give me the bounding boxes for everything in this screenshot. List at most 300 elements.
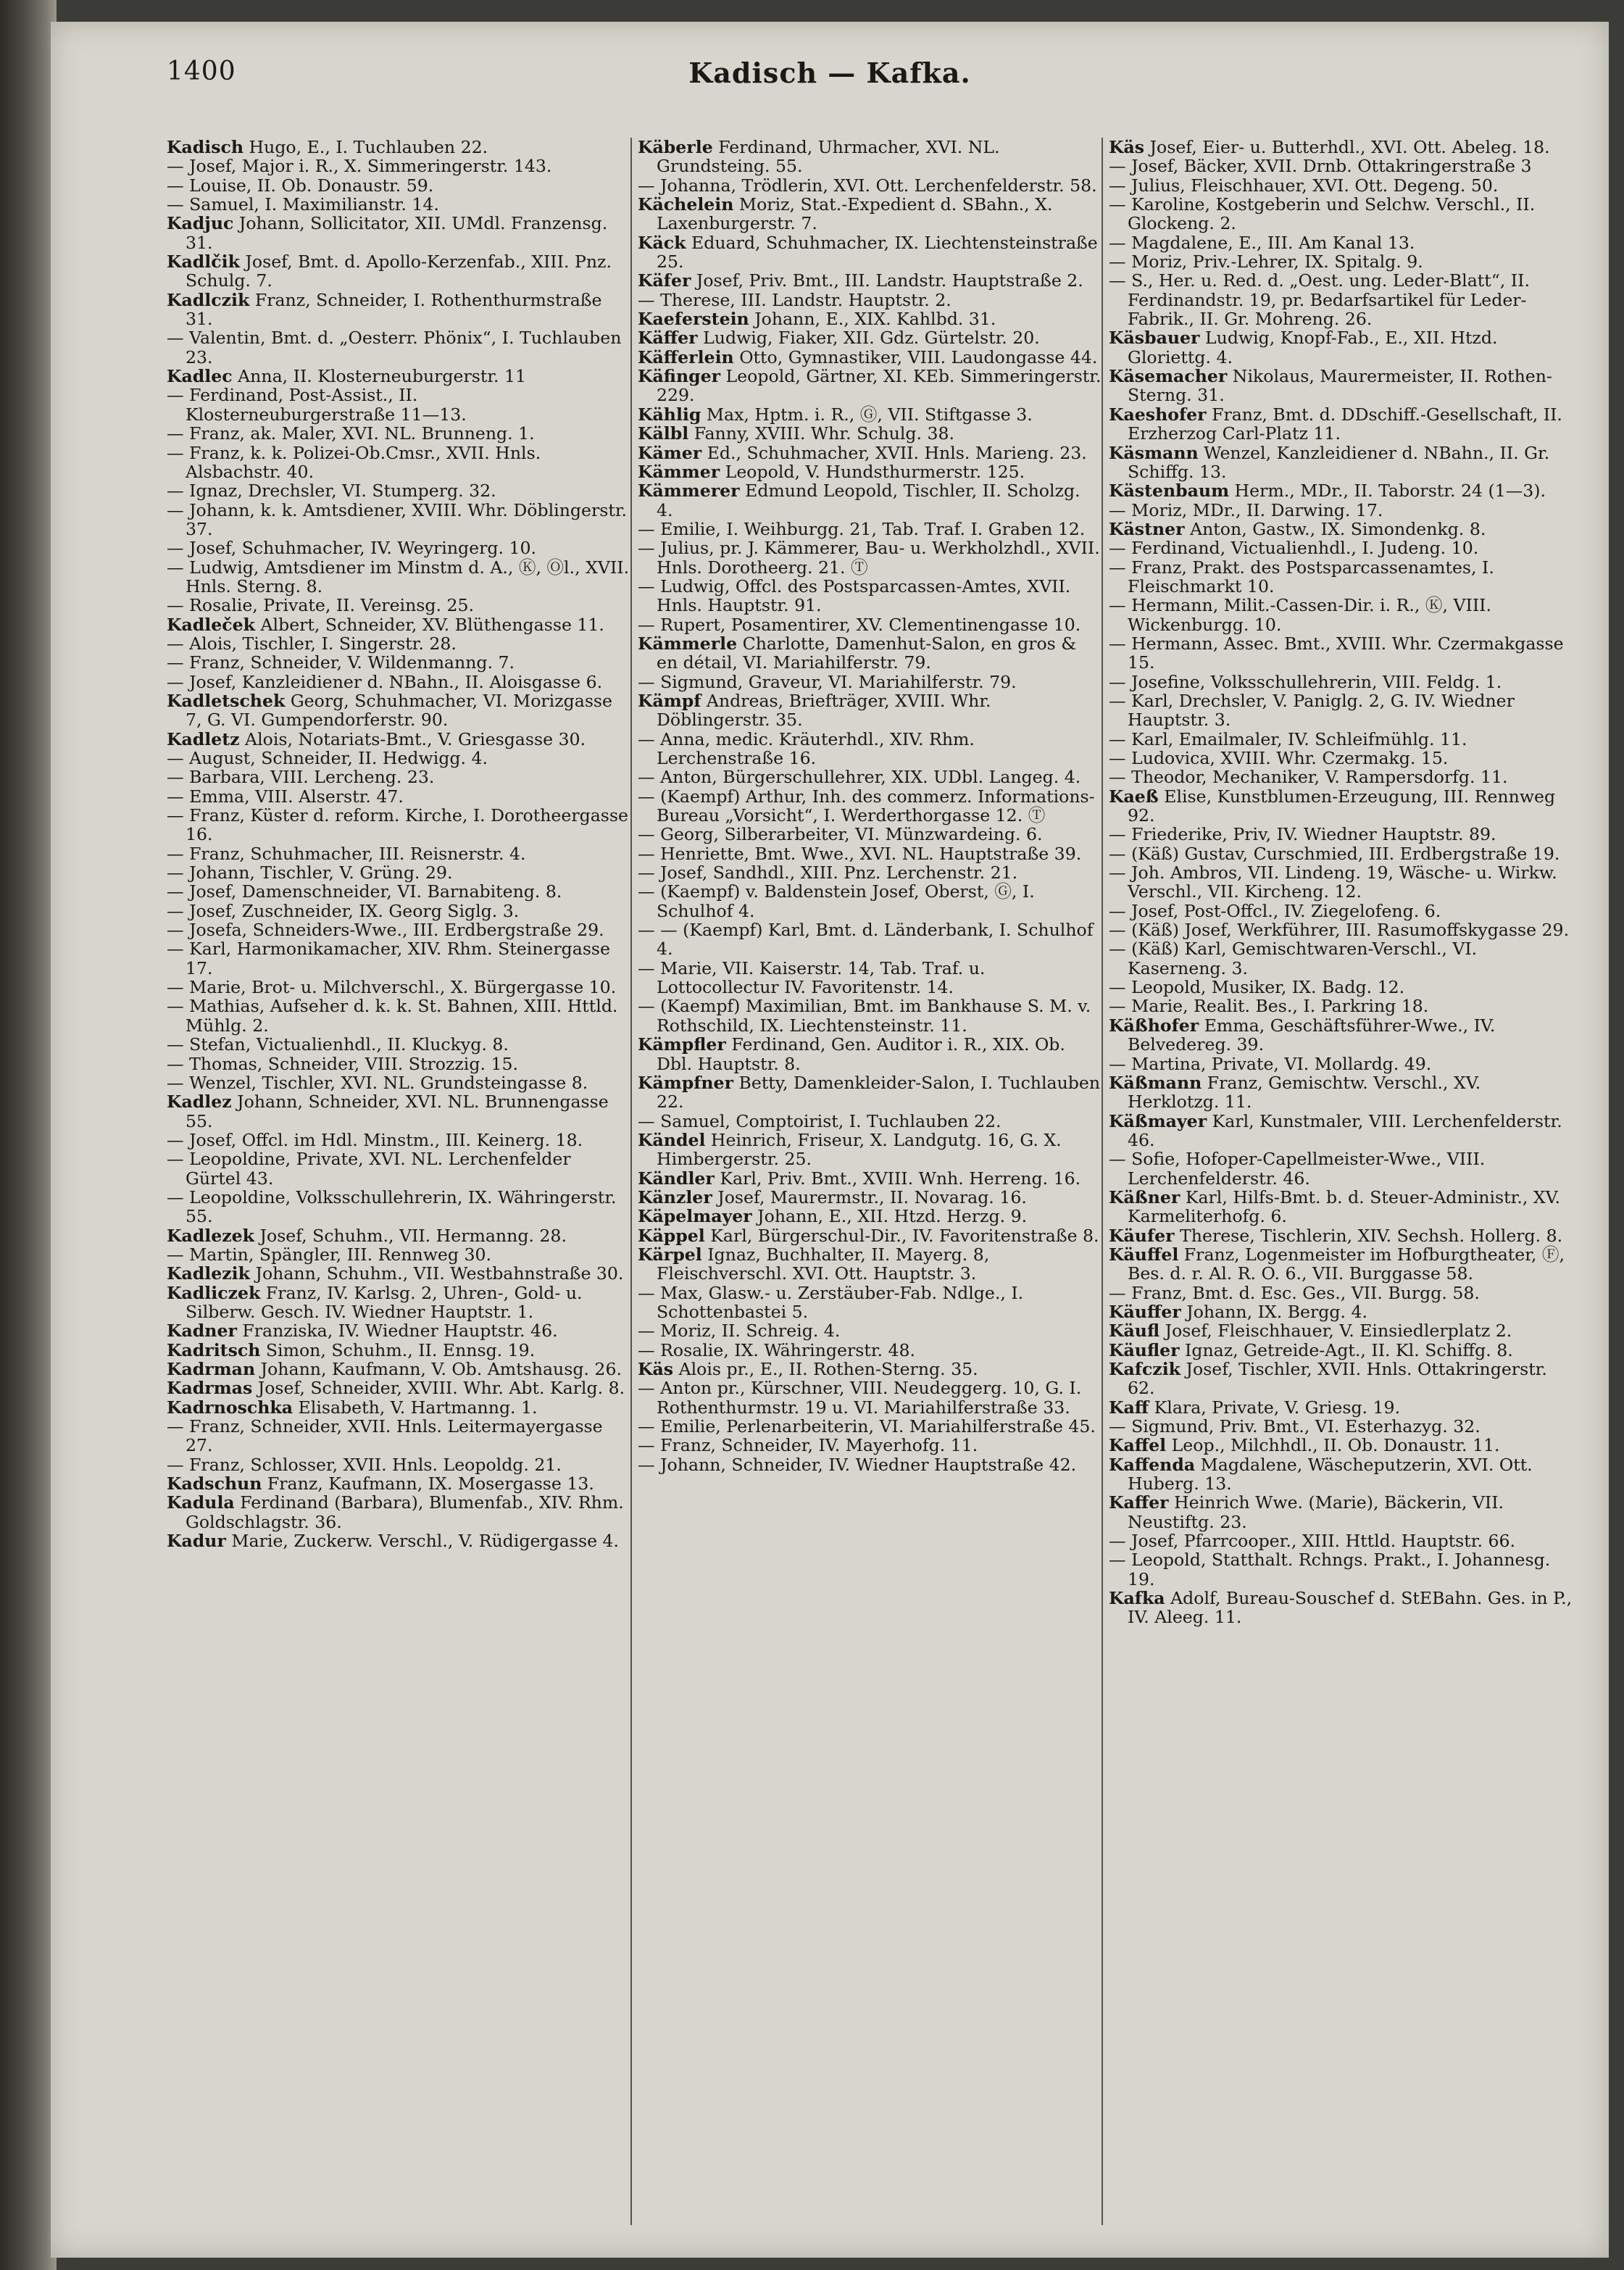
directory-entry	[1109, 1321, 1573, 1340]
directory-entry	[167, 176, 630, 195]
directory-entry	[1109, 787, 1573, 826]
directory-entry	[1109, 997, 1573, 1015]
directory-entry	[167, 863, 630, 882]
directory-entry	[1109, 596, 1573, 634]
entry-details: — Max, Glasw.- u. Zerstäuber-Fab. Ndlge., I. Schottenbastei 5.	[638, 1282, 1024, 1322]
entry-details: Franz, Bmt. d. DDschiff.-Gesellschaft, II. Erzherzog Carl-Platz 11.	[1128, 404, 1562, 444]
directory-entry	[1109, 825, 1573, 844]
directory-entry	[638, 1188, 1102, 1207]
entry-surname: Kadisch	[167, 138, 244, 157]
directory-entry	[167, 920, 630, 939]
entry-surname: Kämpf	[638, 690, 701, 711]
directory-entry	[1109, 233, 1573, 252]
directory-entry	[167, 291, 630, 329]
entry-details: — Franz, Schneider, IV. Mayerhofg. 11.	[638, 1435, 978, 1456]
entry-details: Ludwig, Knopf-Fab., E., XII. Htzd. Gloriettg. 4.	[1128, 328, 1498, 367]
directory-entry	[167, 1035, 630, 1054]
directory-entry	[167, 978, 630, 997]
entry-details: — Martin, Spängler, III. Rennweg 30.	[167, 1244, 492, 1265]
directory-entry	[1109, 367, 1573, 405]
entry-details: Marie, Zuckerw. Verschl., V. Rüdigergasse 4.	[225, 1531, 620, 1552]
directory-entry	[1109, 1245, 1573, 1284]
directory-entry	[638, 1321, 1102, 1340]
directory-entry	[167, 1321, 630, 1340]
entry-details: — Franz, Schneider, XVII. Hnls. Leitermayergasse 27.	[167, 1416, 603, 1456]
entry-surname: Kaeshofer	[1109, 404, 1207, 425]
entry-details: — Josef, Pfarrcooper., XIII. Httld. Hauptstr. 66.	[1109, 1531, 1515, 1552]
entry-details: Josef, Fleischhauer, V. Einsiedlerplatz 2.	[1159, 1321, 1512, 1342]
directory-entry	[638, 787, 1102, 826]
entry-details: Nikolaus, Maurermeister, II. Rothen-Sterng. 31.	[1128, 366, 1552, 406]
entry-details: — Johann, k. k. Amtsdiener, XVIII. Whr. Döblingerstr. 37.	[167, 499, 628, 539]
entry-details: — Franz, Schlosser, XVII. Hnls. Leopoldg. 21.	[167, 1454, 562, 1475]
entry-surname: Kämpfner	[638, 1072, 734, 1093]
entry-surname: Kändler	[638, 1168, 715, 1189]
entry-details: — Sigmund, Priv. Bmt., VI. Esterhazyg. 32.	[1109, 1416, 1481, 1437]
directory-entry	[1109, 520, 1573, 539]
directory-entry	[1109, 405, 1573, 444]
directory-entry	[638, 1360, 1102, 1379]
directory-entry	[638, 1169, 1102, 1188]
directory-entry	[638, 615, 1102, 634]
directory-entry	[638, 844, 1102, 863]
entry-details: Ignaz, Buchhalter, II. Mayerg. 8, Fleischverschl. XVI. Ott. Hauptstr. 3.	[657, 1244, 990, 1284]
entry-details: — Marie, Brot- u. Milchverschl., X. Bürgergasse 10.	[167, 977, 617, 998]
directory-entry	[638, 825, 1102, 844]
entry-details: Charlotte, Damenhut-Salon, en gros & en détail, VI. Mariahilferstr. 79.	[657, 633, 1077, 673]
entry-details: Karl, Priv. Bmt., XVIII. Wnh. Herreng. 16.	[714, 1168, 1081, 1189]
running-title: Kadisch — Kafka.	[688, 57, 971, 89]
directory-entry	[1109, 768, 1573, 786]
directory-entry	[167, 138, 630, 157]
entry-details: Josef, Tischler, XVII. Hnls. Ottakringerstr. 62.	[1128, 1359, 1547, 1399]
directory-entry	[167, 691, 630, 730]
entry-surname: Käck	[638, 232, 686, 253]
directory-entry	[638, 1436, 1102, 1455]
entry-surname: Kadrnoschka	[167, 1397, 293, 1418]
entry-surname: Kaff	[1109, 1397, 1149, 1418]
entry-details: — Josef, Zuschneider, IX. Georg Siglg. 3.	[167, 900, 520, 921]
directory-entry	[638, 195, 1102, 233]
entry-details: — Julius, pr. J. Kämmerer, Bau- u. Werkholzhdl., XVII. Hnls. Dorotheerg. 21. Ⓣ	[638, 538, 1100, 578]
entry-details: — Martina, Private, VI. Mollardg. 49.	[1109, 1053, 1432, 1074]
directory-entry	[1109, 749, 1573, 768]
directory-entry	[638, 1226, 1102, 1245]
entry-details: Andreas, Briefträger, XVIII. Whr. Döblingerstr. 35.	[657, 690, 991, 731]
entry-details: Leop., Milchhdl., II. Ob. Donaustr. 11.	[1166, 1435, 1500, 1456]
directory-entry	[167, 195, 630, 214]
entry-surname: Kadner	[167, 1321, 237, 1342]
directory-entry	[167, 997, 630, 1035]
directory-entry	[638, 176, 1102, 195]
entry-details: — Josef, Bäcker, XVII. Drnb. Ottakringerstraße 3	[1109, 156, 1532, 177]
directory-entry	[1109, 1073, 1573, 1112]
directory-entry	[167, 157, 630, 175]
entry-details: — S., Her. u. Red. d. „Oest. ung. Leder-Blatt“, II. Ferdinandstr. 19, pr. Bedarfsartikel für Leder-Fabrik., II. Gr. Mohreng. 26.	[1109, 270, 1530, 330]
entry-details: — (Kaempf) Maximilian, Bmt. im Bankhause S. M. v. Rothschild, IX. Liechtensteinstr. 11.	[638, 996, 1091, 1036]
entry-surname: Käfferlein	[638, 346, 734, 367]
directory-entry	[1109, 1455, 1573, 1494]
entry-details: — Sigmund, Graveur, VI. Mariahilferstr. 79.	[638, 671, 1017, 692]
entry-details: — Johann, Schneider, IV. Wiedner Hauptstraße 42.	[638, 1454, 1077, 1475]
entry-surname: Käuffel	[1109, 1244, 1179, 1265]
directory-entry	[167, 653, 630, 672]
directory-entry	[638, 1284, 1102, 1322]
directory-entry	[638, 997, 1102, 1035]
entry-details: Franz, Kaufmann, IX. Mosergasse 13.	[262, 1473, 594, 1494]
directory-entry	[167, 1226, 630, 1245]
entry-details: — Josef, Damenschneider, VI. Barnabiteng. 8.	[167, 881, 562, 902]
directory-entry	[638, 1245, 1102, 1284]
entry-details: — Franz, Küster d. reform. Kirche, I. Dorotheergasse 16.	[167, 805, 628, 845]
entry-details: Karl, Bürgerschul-Dir., IV. Favoritenstraße 8.	[704, 1225, 1099, 1246]
entry-surname: Kadliczek	[167, 1282, 261, 1303]
entry-details: Johann, IX. Bergg. 4.	[1180, 1301, 1367, 1322]
directory-entry	[638, 959, 1102, 997]
entry-surname: Käfer	[638, 270, 691, 291]
directory-entry	[638, 768, 1102, 786]
entry-details: — Henriette, Bmt. Wwe., XVI. NL. Hauptstraße 39.	[638, 843, 1082, 864]
entry-details: Albert, Schneider, XV. Blüthengasse 11.	[255, 614, 604, 635]
entry-details: — Rupert, Posamentirer, XV. Clementinengasse 10.	[638, 614, 1081, 635]
entry-details: Josef, Eier- u. Butterhdl., XVI. Ott. Abeleg. 18.	[1144, 138, 1550, 157]
entry-details: Ferdinand, Gen. Auditor i. R., XIX. Ob. Dbl. Hauptstr. 8.	[657, 1034, 1065, 1074]
directory-entry	[1109, 1226, 1573, 1245]
directory-entry	[1109, 691, 1573, 730]
entry-surname: Kämpfler	[638, 1034, 726, 1055]
directory-entry	[1109, 444, 1573, 482]
entry-surname: Kämmerer	[638, 481, 740, 502]
directory-entry	[1109, 1589, 1573, 1627]
directory-entry	[638, 1417, 1102, 1436]
entry-details: — (Käß) Gustav, Curschmied, III. Erdbergstraße 19.	[1109, 843, 1560, 864]
directory-entry	[1109, 1302, 1573, 1321]
directory-entry	[167, 749, 630, 768]
entry-surname: Kaeferstein	[638, 309, 749, 330]
entry-details: — Karl, Drechsler, V. Paniglg. 2, G. IV. Wiedner Hauptstr. 3.	[1109, 690, 1515, 731]
entry-surname: Kadlec	[167, 366, 233, 387]
entry-details: — Franz, k. k. Polizei-Ob.Cmsr., XVII. Hnls. Alsbachstr. 40.	[167, 442, 541, 482]
entry-details: Josef, Priv. Bmt., III. Landstr. Hauptstraße 2.	[691, 270, 1083, 291]
entry-details: Johann, Kaufmann, V. Ob. Amtshausg. 26.	[255, 1359, 622, 1379]
entry-details: Magdalene, Wäscheputzerin, XVI. Ott. Huberg. 13.	[1128, 1454, 1533, 1494]
entry-surname: Känzler	[638, 1186, 712, 1207]
entry-details: — Hermann, Milit.-Cassen-Dir. i. R., Ⓚ, VIII. Wickenburgg. 10.	[1109, 595, 1492, 635]
directory-entry	[1109, 252, 1573, 271]
entry-details: — Josef, Post-Offcl., IV. Ziegelofeng. 6.	[1109, 900, 1441, 921]
entry-details: Josef, Bmt. d. Apollo-Kerzenfab., XIII. Pnz. Schulg. 7.	[186, 251, 612, 291]
directory-entry	[1109, 481, 1573, 500]
entry-surname: Kärpel	[638, 1244, 702, 1265]
directory-entry	[638, 920, 1102, 959]
entry-details: — Josefa, Schneiders-Wwe., III. Erdbergstraße 29.	[167, 920, 604, 941]
entry-details: — Julius, Fleischhauer, XVI. Ott. Degeng. 50.	[1109, 175, 1499, 196]
entry-details: — Valentin, Bmt. d. „Oesterr. Phönix“, I. Tuchlauben 23.	[167, 328, 622, 367]
entry-details: — Stefan, Victualienhdl., II. Kluckyg. 8.	[167, 1034, 509, 1055]
column-divider	[630, 138, 632, 2225]
directory-entry	[1109, 1436, 1573, 1455]
entry-details: — Karl, Emailmaler, IV. Schleifmühlg. 11.	[1109, 728, 1467, 749]
entry-details: — Joh. Ambros, VII. Lindeng. 19, Wäsche- u. Wirkw. Verschl., VII. Kircheng. 12.	[1109, 862, 1557, 902]
directory-entry	[638, 1131, 1102, 1169]
entry-details: — Georg, Silberarbeiter, VI. Münzwardeing. 6.	[638, 824, 1043, 845]
entry-details: Klara, Private, V. Griesg. 19.	[1149, 1397, 1401, 1418]
entry-details: — Ludwig, Offcl. des Postsparcassen-Amtes, XVII. Hnls. Hauptstr. 91.	[638, 575, 1071, 616]
directory-entry	[1109, 558, 1573, 596]
directory-entry	[1109, 1360, 1573, 1398]
directory-entry	[638, 1112, 1102, 1131]
entry-details: Elisabeth, V. Hartmanng. 1.	[293, 1397, 538, 1418]
entry-surname: Kadrman	[167, 1359, 256, 1379]
directory-entry	[638, 1207, 1102, 1226]
entry-surname: Käßmann	[1109, 1072, 1202, 1093]
directory-entry	[638, 309, 1102, 328]
entry-details: — Thomas, Schneider, VIII. Strozzig. 15.	[167, 1053, 518, 1074]
entry-surname: Kadletschek	[167, 690, 286, 711]
entry-details: Heinrich Wwe. (Marie), Bäckerin, VII. Neustiftg. 23.	[1128, 1492, 1504, 1532]
entry-details: Johann, E., XII. Htzd. Herzg. 9.	[751, 1206, 1028, 1227]
directory-entry	[167, 1073, 630, 1092]
entry-details: Franz, Schneider, I. Rothenthurmstraße 31.	[186, 289, 602, 330]
entry-surname: Kälbl	[638, 423, 689, 444]
entry-details: — Ludovica, XVIII. Whr. Czermakg. 15.	[1109, 748, 1449, 768]
directory-entry	[167, 634, 630, 653]
entry-details: — Emma, VIII. Alserstr. 47.	[167, 786, 404, 807]
entry-surname: Käsbauer	[1109, 328, 1200, 349]
directory-entry	[167, 501, 630, 539]
entry-details: — Karoline, Kostgeberin und Selchw. Verschl., II. Glockeng. 2.	[1109, 194, 1536, 234]
entry-surname: Käßmayer	[1109, 1110, 1207, 1131]
entry-details: — Louise, II. Ob. Donaustr. 59.	[167, 175, 434, 196]
directory-entry	[638, 348, 1102, 367]
directory-entry	[167, 1493, 630, 1531]
entry-surname: Kadlez	[167, 1092, 232, 1113]
directory-entry	[167, 252, 630, 291]
entry-surname: Käberle	[638, 138, 713, 157]
entry-details: — Moriz, Priv.-Lehrer, IX. Spitalg. 9.	[1109, 251, 1423, 273]
entry-surname: Käs	[1109, 138, 1145, 157]
directory-entry	[638, 673, 1102, 691]
directory-entry	[1109, 673, 1573, 691]
entry-surname: Kadlčik	[167, 251, 240, 273]
entry-surname: Käßhofer	[1109, 1015, 1199, 1036]
entry-details: Karl, Hilfs-Bmt. b. d. Steuer-Administr., XV. Karmeliterhofg. 6.	[1128, 1186, 1561, 1227]
entry-details: Ludwig, Fiaker, XII. Gdz. Gürtelstr. 20.	[697, 328, 1040, 349]
directory-entry	[638, 271, 1102, 290]
entry-details: — Josefine, Volksschullehrerin, VIII. Feldg. 1.	[1109, 671, 1502, 692]
directory-entry	[638, 462, 1102, 481]
entry-surname: Kadjuc	[167, 213, 234, 234]
directory-entry	[167, 1131, 630, 1149]
directory-entry	[1109, 920, 1573, 939]
directory-entry	[167, 539, 630, 557]
entry-details: — Leopold, Musiker, IX. Badg. 12.	[1109, 977, 1405, 998]
directory-entry	[167, 214, 630, 252]
entry-details: — Sofie, Hofoper-Capellmeister-Wwe., VIII. Lerchenfelderstr. 46.	[1109, 1149, 1486, 1189]
directory-entry	[638, 291, 1102, 309]
directory-entry	[1109, 902, 1573, 920]
directory-entry	[638, 1073, 1102, 1112]
directory-entry	[167, 882, 630, 901]
entry-surname: Kafczik	[1109, 1359, 1181, 1379]
directory-entry	[638, 1455, 1102, 1474]
directory-entry	[167, 328, 630, 367]
directory-entry	[638, 444, 1102, 462]
entry-details: Betty, Damenkleider-Salon, I. Tuchlauben 22.	[657, 1072, 1101, 1113]
entry-surname: Käufer	[1109, 1225, 1175, 1246]
entry-surname: Kadlezik	[167, 1263, 250, 1284]
entry-surname: Kämmerle	[638, 633, 738, 654]
directory-entry	[1109, 939, 1573, 978]
entry-surname: Käufler	[1109, 1339, 1180, 1360]
page-header	[51, 57, 1609, 115]
entry-surname: Kächelein	[638, 194, 734, 215]
directory-entry	[167, 1284, 630, 1322]
entry-details: — Friederike, Priv, IV. Wiedner Hauptstr. 89.	[1109, 824, 1496, 845]
entry-details: Josef, Maurermstr., II. Novarag. 16.	[712, 1186, 1027, 1207]
entry-details: Max, Hptm. i. R., Ⓖ, VII. Stiftgasse 3.	[701, 404, 1033, 425]
entry-details: — Josef, Schuhmacher, IV. Weyringerg. 10.	[167, 538, 537, 559]
entry-details: — Ferdinand, Victualienhdl., I. Judeng. 10.	[1109, 538, 1479, 559]
directory-entry	[167, 1092, 630, 1131]
directory-entry	[1109, 1341, 1573, 1360]
directory-entry	[1109, 1398, 1573, 1417]
entry-details: — Rosalie, Private, II. Vereinsg. 25.	[167, 595, 475, 616]
entry-details: — Magdalene, E., III. Am Kanal 13.	[1109, 232, 1415, 253]
directory-entry	[1109, 328, 1573, 367]
entry-details: — Franz, ak. Maler, XVI. NL. Brunneng. 1.	[167, 423, 535, 444]
directory-entry	[167, 844, 630, 863]
entry-surname: Käffer	[638, 328, 698, 349]
entry-details: — Hermann, Assec. Bmt., XVIII. Whr. Czermakgasse 15.	[1109, 633, 1564, 673]
entry-details: Hugo, E., I. Tuchlauben 22.	[243, 138, 488, 157]
directory-entry	[638, 481, 1102, 520]
entry-details: Franz, Gemischtw. Verschl., XV. Herklotzg. 11.	[1128, 1072, 1481, 1113]
entry-details: — Ferdinand, Post-Assist., II. Klosterneuburgerstraße 11—13.	[167, 385, 467, 425]
entry-details: — Ignaz, Drechsler, VI. Stumperg. 32.	[167, 481, 496, 502]
directory-entry	[1109, 138, 1573, 157]
entry-details: — Wenzel, Tischler, XVI. NL. Grundsteingasse 8.	[167, 1072, 588, 1093]
entry-details: — Franz, Prakt. des Postsparcassenamtes, I. Fleischmarkt 10.	[1109, 557, 1494, 596]
directory-entry	[638, 539, 1102, 577]
directory-entry	[167, 424, 630, 443]
entry-surname: Kadula	[167, 1492, 235, 1513]
entry-details: Johann, Schneider, XVI. NL. Brunnengasse 55.	[186, 1092, 609, 1131]
entry-details: — Josef, Sandhdl., XIII. Pnz. Lerchenstr. 21.	[638, 862, 1018, 884]
entry-details: Adolf, Bureau-Souschef d. StEBahn. Ges. in P., IV. Aleeg. 11.	[1128, 1588, 1573, 1628]
entry-details: — Josef, Major i. R., X. Simmeringerstr. 143.	[167, 156, 552, 177]
entry-details: Wenzel, Kanzleidiener d. NBahn., II. Gr. Schiffg. 13.	[1128, 442, 1550, 482]
entry-details: — Rosalie, IX. Währingerstr. 48.	[638, 1339, 916, 1360]
directory-entry	[167, 1055, 630, 1073]
directory-entry	[1109, 634, 1573, 673]
entry-details: Franz, Logenmeister im Hofburgtheater, Ⓕ, Bes. d. r. Al. R. O. 6., VII. Burggasse 58.	[1128, 1244, 1565, 1284]
directory-entry	[1109, 1531, 1573, 1550]
entry-details: Alois, Notariats-Bmt., V. Griesgasse 30.	[239, 728, 586, 749]
entry-details: — Moriz, MDr., II. Darwing. 17.	[1109, 499, 1383, 520]
entry-details: Fanny, XVIII. Whr. Schulg. 38.	[688, 423, 955, 444]
entry-details: Ed., Schuhmacher, XVII. Hnls. Marieng. 23.	[701, 442, 1087, 463]
directory-entry	[1109, 730, 1573, 749]
entry-details: — August, Schneider, II. Hedwigg. 4.	[167, 748, 488, 768]
entry-details: — Josef, Kanzleidiener d. NBahn., II. Aloisgasse 6.	[167, 671, 603, 692]
directory-entry	[167, 1531, 630, 1550]
entry-details: — Moriz, II. Schreig. 4.	[638, 1321, 841, 1342]
directory-entry	[167, 787, 630, 806]
directory-entry	[1109, 1550, 1573, 1589]
entry-details: Johann, Sollicitator, XII. UMdl. Franzensg. 31.	[186, 213, 608, 253]
entry-details: — Anton pr., Kürschner, VIII. Neudeggerg. 10, G. I. Rothenthurmstr. 19 u. VI. Mariahilferstraße 33.	[638, 1378, 1082, 1418]
directory-entry	[167, 730, 630, 749]
column-divider	[1102, 138, 1103, 2225]
directory-entry	[1109, 539, 1573, 557]
directory-entry	[167, 1474, 630, 1493]
entry-details: — Josef, Offcl. im Hdl. Minstm., III. Keinerg. 18.	[167, 1129, 583, 1150]
entry-details: — Franz, Bmt. d. Esc. Ges., VII. Burgg. 58.	[1109, 1282, 1480, 1303]
directory-entry	[638, 405, 1102, 424]
entry-details: — Franz, Schuhmacher, III. Reisnerstr. 4.	[167, 843, 526, 864]
entry-surname: Kadschun	[167, 1473, 262, 1494]
entry-details: — Marie, VII. Kaiserstr. 14, Tab. Traf. u. Lottocollectur IV. Favoritenstr. 14.	[638, 957, 986, 998]
entry-details: — Therese, III. Landstr. Hauptstr. 2.	[638, 289, 952, 310]
directory-entry	[167, 1455, 630, 1474]
entry-surname: Kästner	[1109, 518, 1185, 539]
entry-surname: Kadur	[167, 1531, 226, 1552]
entry-surname: Kadlezek	[167, 1225, 255, 1246]
entry-surname: Kämer	[638, 442, 702, 463]
column-left	[167, 138, 630, 2240]
entry-details: — Ludwig, Amtsdiener im Minstm d. A., Ⓚ, Ⓞl., XVII. Hnls. Sterng. 8.	[167, 557, 630, 596]
directory-entry	[167, 1360, 630, 1379]
entry-details: — Johann, Tischler, V. Grüng. 29.	[167, 862, 453, 884]
directory-entry	[167, 1188, 630, 1226]
directory-entry	[167, 444, 630, 482]
directory-entry	[1109, 1149, 1573, 1188]
directory-entry	[1109, 176, 1573, 195]
entry-surname: Käppel	[638, 1225, 705, 1246]
entry-surname: Käfinger	[638, 366, 721, 387]
directory-entry	[1109, 1493, 1573, 1531]
entry-details: — (Kaempf) v. Baldenstein Josef, Oberst, Ⓖ, I. Schulhof 4.	[638, 881, 1035, 921]
entry-surname: Kaeß	[1109, 786, 1159, 807]
directory-entry	[167, 673, 630, 691]
directory-entry	[638, 367, 1102, 405]
entry-surname: Kählig	[638, 404, 701, 425]
entry-surname: Kadrmas	[167, 1378, 253, 1399]
directory-entry	[167, 768, 630, 786]
directory-entry	[167, 806, 630, 844]
entry-details: — Leopold, Statthalt. Rchngs. Prakt., I. Johannesg. 19.	[1109, 1550, 1551, 1589]
directory-entry	[1109, 1112, 1573, 1150]
entry-details: Leopold, Gärtner, XI. KEb. Simmeringerstr. 229.	[657, 366, 1102, 406]
entry-details: Heinrich, Friseur, X. Landgutg. 16, G. X. Himbergerstr. 25.	[657, 1129, 1062, 1170]
entry-surname: Kadleček	[167, 614, 255, 635]
directory-entry	[1109, 1055, 1573, 1073]
directory-entry	[167, 615, 630, 634]
directory-entry	[1109, 1417, 1573, 1436]
entry-details: — Emilie, Perlenarbeiterin, VI. Mariahilferstraße 45.	[638, 1416, 1096, 1437]
entry-details: — Karl, Harmonikamacher, XIV. Rhm. Steinergasse 17.	[167, 939, 611, 978]
entry-details: Therese, Tischlerin, XIV. Sechsh. Hollerg. 8.	[1174, 1225, 1563, 1246]
entry-details: — Anna, medic. Kräuterhdl., XIV. Rhm. Lerchenstraße 16.	[638, 728, 975, 768]
entry-details: Emma, Geschäftsführer-Wwe., IV. Belvedereg. 39.	[1128, 1015, 1496, 1055]
directory-entry	[638, 138, 1102, 176]
entry-surname: Käs	[638, 1359, 674, 1379]
directory-entry	[638, 691, 1102, 730]
directory-entry	[167, 367, 630, 386]
entry-details: Anna, II. Klosterneuburgerstr. 11	[232, 366, 527, 387]
entry-details: — Johanna, Trödlerin, XVI. Ott. Lerchenfelderstr. 58.	[638, 175, 1097, 196]
